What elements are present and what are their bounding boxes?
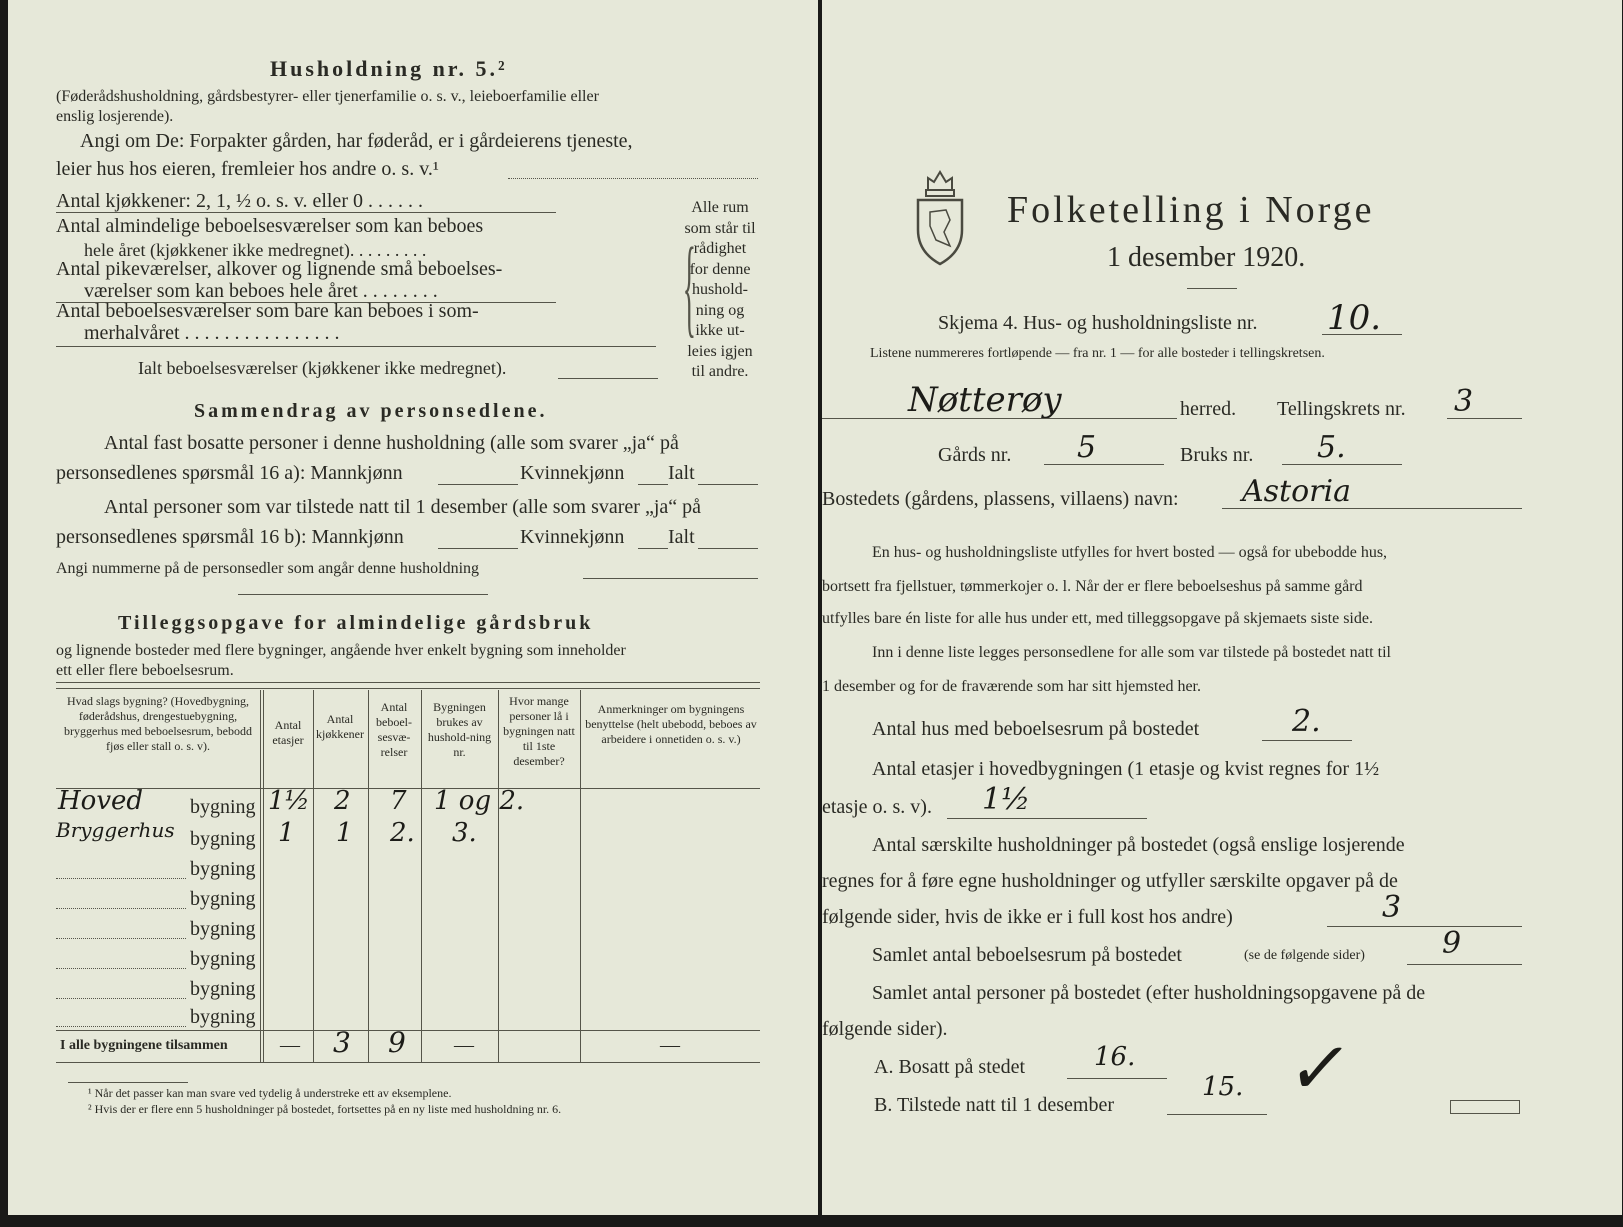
- ialt-2: Ialt: [668, 526, 695, 548]
- herred-label: herred.: [1180, 398, 1237, 420]
- q-rum-value: 9: [1442, 926, 1462, 961]
- table-row: bygning: [190, 978, 256, 1000]
- skjema-label: Skjema 4. Hus- og husholdningsliste nr.: [938, 312, 1258, 334]
- summary-p1b: personsedlenes spørsmål 16 a): Mannkjønn: [56, 462, 403, 484]
- rooms-side-note: Alle rum som står til rådighet for denne hushold- ning og ikke ut- leies igjen til andre.: [684, 199, 756, 380]
- krets-label: Tellingskrets nr.: [1277, 398, 1406, 420]
- right-page: [822, 0, 1622, 1215]
- a-value: 16.: [1094, 1042, 1136, 1072]
- total-remarks: —: [660, 1034, 680, 1056]
- bosted-value: Astoria: [1242, 474, 1351, 509]
- th-building-type: Hvad slags bygning? (Hovedbygning, føderådshus, drengestuebygning, bryggerhus med beboelsesrum, bebodd fjøs eller stall o. s. v).: [64, 694, 252, 753]
- q-etasjer-value: 1½: [982, 782, 1031, 817]
- census-title: Folketelling i Norge: [1007, 189, 1375, 231]
- summary-p1a: Antal fast bosatte personer i denne husholdning (alle som svarer „ja“ på: [104, 432, 679, 454]
- q-hush-2: regnes for å føre egne husholdninger og utfyller særskilte opgaver på de: [822, 870, 1398, 892]
- q-pers-1: Samlet antal personer på bostedet (efter husholdningsopgavene på de: [872, 982, 1426, 1004]
- q-hush-3: følgende sider, hvis de ikke er i full kost hos andre): [822, 906, 1233, 928]
- coat-of-arms-icon: [910, 160, 970, 270]
- skjema-number: 10.: [1327, 298, 1382, 338]
- summary-angi: Angi nummerne på de personsedler som angår denne husholdning: [56, 560, 480, 577]
- total-floors: —: [280, 1034, 300, 1056]
- summary-title: Sammendrag av personsedlene.: [194, 400, 548, 422]
- rooms-ordinary-cont: hele året (kjøkkener ikke medregnet). . . . . . . . .: [84, 240, 427, 260]
- q-etasjer-1: Antal etasjer i hovedbygningen (1 etasje og kvist regnes for 1½: [872, 758, 1380, 780]
- gards-value: 5: [1077, 430, 1097, 465]
- herred-value: Nøtterøy: [908, 380, 1062, 420]
- table-row: bygning: [190, 888, 256, 910]
- q-hus-label: Antal hus med beboelsesrum på bostedet: [872, 718, 1200, 740]
- bruks-value: 5.: [1317, 430, 1346, 465]
- instr-4: Inn i denne liste legges personsedlene for alle som var tilstede på bostedet natt til: [872, 644, 1391, 661]
- bruks-label: Bruks nr.: [1180, 444, 1254, 466]
- rooms-small-cont: værelser som kan beboes hele året . . . . . . . .: [84, 280, 438, 302]
- krets-value: 3: [1454, 384, 1474, 419]
- th-kitchens: Antal kjøkkener: [316, 712, 364, 741]
- q-rum-note: (se de følgende sider): [1244, 948, 1365, 963]
- kvinne-2: Kvinnekjønn: [520, 526, 625, 548]
- census-date: 1 desember 1920.: [1107, 242, 1306, 273]
- tillegg-title: Tilleggsopgave for almindelige gårdsbruk: [118, 612, 594, 634]
- intro-line-1: (Føderådshusholdning, gårdsbestyrer- eller tjenerfamilie o. s. v., leieboerfamilie eller: [56, 88, 599, 105]
- listene-note: Listene nummereres fortløpende — fra nr. 1 — for alle bosteder i tellingskretsen.: [870, 346, 1325, 361]
- kvinne-1: Kvinnekjønn: [520, 462, 625, 484]
- instr-2: bortsett fra fjellstuer, tømmerkojer o. l. Når der er flere beboelseshus på samme gård: [822, 578, 1363, 595]
- th-household: Bygningen brukes av hushold-ning nr.: [427, 700, 492, 759]
- rooms-kitchens: Antal kjøkkener: 2, 1, ½ o. s. v. eller 0 . . . . . .: [56, 190, 423, 212]
- footnote-2: ² Hvis der er flere enn 5 husholdninger på bostedet, fortsettes på en ny liste med husholdning nr. 6.: [88, 1102, 562, 1116]
- th-remarks: Anmerkninger om bygningens benyttelse (helt ubebodd, beboes av arbeidere i onnetiden o. s. v.): [585, 702, 757, 746]
- summary-p2a: Antal personer som var tilstede natt til 1 desember (alle som svarer „ja“ på: [104, 496, 702, 518]
- q-etasjer-2: etasje o. s. v).: [822, 796, 932, 818]
- brace: {: [682, 225, 697, 347]
- rooms-small: Antal pikeværelser, alkover og lignende små beboelses-: [56, 258, 503, 280]
- rooms-ordinary: Antal almindelige beboelsesværelser som kan beboes: [56, 215, 484, 237]
- total-kitchens: 3: [333, 1026, 351, 1059]
- bosted-label: Bostedets (gårdens, plassens, villaens) navn:: [822, 488, 1179, 510]
- tillegg-sub-2: ett eller flere beboelsesrum.: [56, 662, 234, 679]
- q-hus-value: 2.: [1292, 704, 1321, 739]
- rooms-total: Ialt beboelsesværelser (kjøkkener ikke medregnet).: [138, 358, 507, 378]
- table-row: Hoved bygning 1½ 2 7 1 og 2.: [58, 786, 525, 818]
- b-value: 15.: [1202, 1072, 1244, 1102]
- household-title: Husholdning nr. 5.²: [270, 56, 508, 81]
- instr-5: 1 desember og for de fraværende som har sitt hjemsted her.: [822, 678, 1201, 695]
- th-rooms: Antal beboel-sesvæ-relser: [376, 700, 412, 759]
- tillegg-sub-1: og lignende bosteder med flere bygninger, angående hver enkelt bygning som inneholder: [56, 642, 626, 659]
- total-rooms: 9: [388, 1026, 406, 1059]
- footnote-1: ¹ Når det passer kan man svare ved tydelig å understreke ett av eksemplene.: [88, 1086, 452, 1100]
- a-label: A. Bosatt på stedet: [874, 1056, 1026, 1078]
- table-row: bygning: [190, 1006, 256, 1028]
- angi-line-2: leier hus hos eieren, fremleier hos andre o. s. v.¹: [56, 158, 439, 180]
- th-floors: Antal etasjer: [272, 718, 304, 747]
- rooms-summer-cont: merhalvåret . . . . . . . . . . . . . . . .: [84, 322, 340, 344]
- q-hush-1: Antal særskilte husholdninger på bostedet (også enslige losjerende: [872, 834, 1405, 856]
- summary-p2b: personsedlenes spørsmål 16 b): Mannkjønn: [56, 526, 404, 548]
- left-page: [8, 0, 818, 1215]
- ialt-1: Ialt: [668, 462, 695, 484]
- q-hush-value: 3: [1382, 890, 1402, 925]
- intro-line-2: enslig losjerende).: [56, 108, 174, 125]
- instr-1: En hus- og husholdningsliste utfylles for hvert bosted — også for ubebodde hus,: [872, 544, 1388, 561]
- table-row: bygning: [190, 918, 256, 940]
- rooms-summer: Antal beboelsesværelser som bare kan beboes i som-: [56, 300, 479, 322]
- check-mark: ✓: [1282, 1029, 1358, 1109]
- total-label: I alle bygningene tilsammen: [60, 1038, 228, 1053]
- printer-stamp-icon: [1450, 1100, 1520, 1114]
- instr-3: utfylles bare én liste for alle hus under ett, med tilleggsopgave på skjemaets siste side.: [822, 610, 1373, 627]
- b-label: B. Tilstede natt til 1 desember: [874, 1094, 1114, 1116]
- angi-line-1: Angi om De: Forpakter gården, har føderåd, er i gårdeierens tjeneste,: [80, 130, 633, 152]
- q-pers-2: følgende sider).: [822, 1018, 948, 1040]
- table-row: bygning: [190, 858, 256, 880]
- th-persons: Hvor mange personer lå i bygningen natt til 1ste desember?: [503, 694, 575, 768]
- gards-label: Gårds nr.: [938, 444, 1012, 466]
- table-row: bygning: [190, 948, 256, 970]
- q-rum-label: Samlet antal beboelsesrum på bostedet: [872, 944, 1182, 966]
- total-household: —: [454, 1034, 474, 1056]
- table-row: Bryggerhus bygning 1 1 2. 3.: [56, 818, 477, 850]
